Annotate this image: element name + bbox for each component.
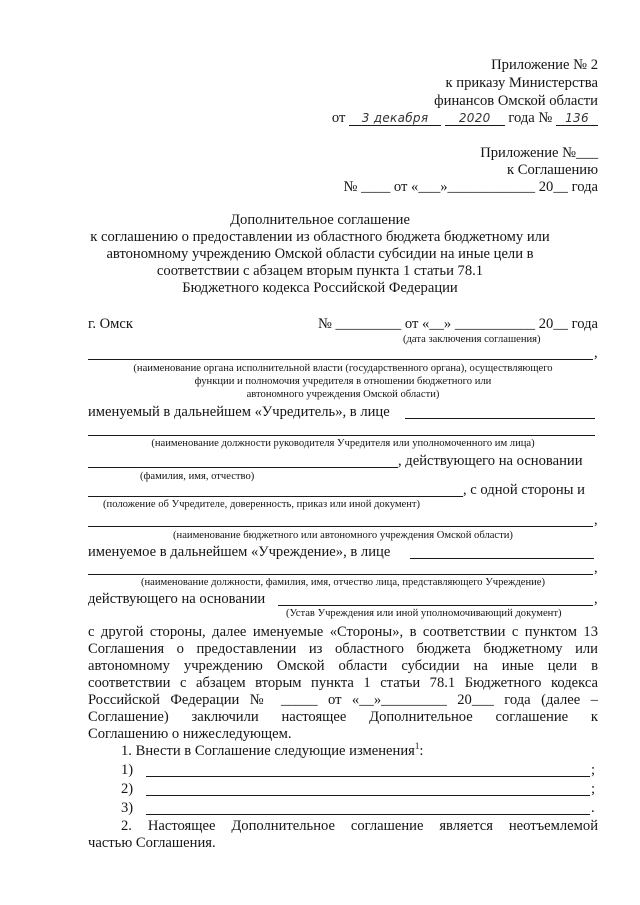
footnote-mark: 1 bbox=[414, 741, 420, 752]
hint-organ-3: автономного учреждения Омской области) bbox=[246, 389, 440, 400]
field-founder-position[interactable] bbox=[88, 435, 595, 436]
field-subitem-3[interactable] bbox=[146, 814, 590, 815]
hint-rep: (наименование должности, фамилия, имя, отчество лица, представляющего Учреждение) bbox=[140, 577, 546, 588]
subitem-2-end: ; bbox=[591, 781, 596, 797]
title-line-2: к соглашению о предоставлении из областного бюджета бюджетному или bbox=[90, 229, 550, 245]
subitem-1-label: 1) bbox=[121, 762, 134, 778]
field-subitem-1[interactable] bbox=[146, 776, 590, 777]
hint-fio: (фамилия, имя, отчество) bbox=[140, 471, 255, 482]
hint-organ-2: функции и полномочия учредителя в отношении бюджетного или bbox=[194, 376, 492, 387]
comma-3: , bbox=[594, 560, 598, 576]
p1-line-6: Соглашение) заключили настоящее Дополнительное соглашение к bbox=[88, 709, 598, 725]
subitem-3-end: . bbox=[591, 800, 595, 816]
p1-line-7: Соглашению о нижеследующем. bbox=[88, 726, 292, 742]
hint-position: (наименование должности руководителя Учредителя или уполномоченного им лица) bbox=[151, 438, 535, 449]
p1-line-4: соответствии с абзацем вторым пункта 1 статьи 78.1 Бюджетного кодекса bbox=[88, 675, 598, 691]
hint-conclusion-date: (дата заключения соглашения) bbox=[403, 334, 541, 345]
acting-on-basis: действующего на основании bbox=[88, 591, 266, 607]
order-line-2: финансов Омской области bbox=[434, 93, 598, 109]
item-1 bbox=[121, 743, 423, 760]
date-prefix: от bbox=[331, 110, 346, 126]
place-number-line: № _________ от «__» ___________ 20__ года bbox=[317, 316, 598, 332]
field-founder-fio[interactable] bbox=[88, 467, 398, 468]
hint-regulation: (положение об Учредителе, доверенность, приказ или иной документ) bbox=[103, 499, 421, 510]
title-line-1: Дополнительное соглашение bbox=[230, 212, 410, 228]
acting-basis: , действующего на основании bbox=[398, 453, 583, 469]
institution-named: именуемое в дальнейшем «Учреждение», в лице bbox=[88, 544, 391, 560]
comma-4: , bbox=[594, 591, 598, 607]
comma-2: , bbox=[594, 512, 598, 528]
hint-charter: (Устав Учреждения или иной уполномочивающий документ) bbox=[286, 608, 562, 619]
year-number-label: года № bbox=[508, 110, 553, 126]
order-line-1: к приказу Министерства bbox=[445, 75, 598, 91]
subitem-3-label: 3) bbox=[121, 800, 134, 816]
field-subitem-2[interactable] bbox=[146, 795, 590, 796]
appendix-title: Приложение № 2 bbox=[491, 57, 598, 73]
p1-line-5: Российской Федерации № _____ от «__»_________ 20___ года (далее – bbox=[88, 692, 598, 708]
hint-institution: (наименование бюджетного или автономного учреждения Омской области) bbox=[173, 530, 513, 541]
one-side: , с одной стороны и bbox=[463, 482, 585, 498]
p1-line-3: автономному учреждению Омской области субсидии на иные цели в bbox=[88, 658, 598, 674]
city: г. Омск bbox=[88, 316, 133, 332]
title-line-3: автономному учреждению Омской области субсидии на иные цели в bbox=[106, 246, 534, 262]
field-charter[interactable] bbox=[278, 605, 593, 606]
handwritten-number: 136 bbox=[556, 111, 598, 126]
agreement-appendix-no: Приложение №___ bbox=[480, 145, 598, 161]
comma-1: , bbox=[594, 345, 598, 361]
p1-line-1: с другой стороны, далее именуемые «Стороны», в соответствии с пунктом 13 bbox=[88, 624, 598, 640]
order-date-line bbox=[332, 110, 598, 127]
subitem-2-label: 2) bbox=[121, 781, 134, 797]
field-rep[interactable] bbox=[88, 574, 593, 575]
title-line-4: соответствии с абзацем вторым пункта 1 статьи 78.1 bbox=[156, 263, 484, 279]
item-2-line-1: 2. Настоящее Дополнительное соглашение является неотъемлемой bbox=[121, 818, 598, 834]
field-founder-document[interactable] bbox=[88, 496, 463, 497]
field-founder-organ[interactable] bbox=[88, 359, 593, 360]
handwritten-year: 2020 bbox=[445, 111, 505, 126]
field-institution-person[interactable] bbox=[410, 558, 594, 559]
title-line-5: Бюджетного кодекса Российской Федерации bbox=[182, 280, 458, 296]
agreement-to: к Соглашению bbox=[506, 162, 598, 178]
founder-named: именуемый в дальнейшем «Учредитель», в лице bbox=[88, 404, 390, 420]
item-2-line-2: частью Соглашения. bbox=[88, 835, 216, 851]
handwritten-date: 3 декабря bbox=[349, 111, 441, 126]
agreement-ref-line: № ____ от «___»____________ 20__ года bbox=[343, 179, 598, 195]
item-1-text: 1. Внести в Соглашение следующие изменения bbox=[121, 743, 415, 759]
field-institution[interactable] bbox=[88, 526, 593, 527]
hint-organ-1: (наименование органа исполнительной власти (государственного органа), осуществляющего bbox=[133, 363, 553, 374]
subitem-1-end: ; bbox=[591, 762, 596, 778]
field-founder-person[interactable] bbox=[405, 418, 595, 419]
item-1-colon: : bbox=[419, 743, 424, 759]
p1-line-2: Соглашения о предоставлении из областного бюджета бюджетному или bbox=[88, 641, 598, 657]
